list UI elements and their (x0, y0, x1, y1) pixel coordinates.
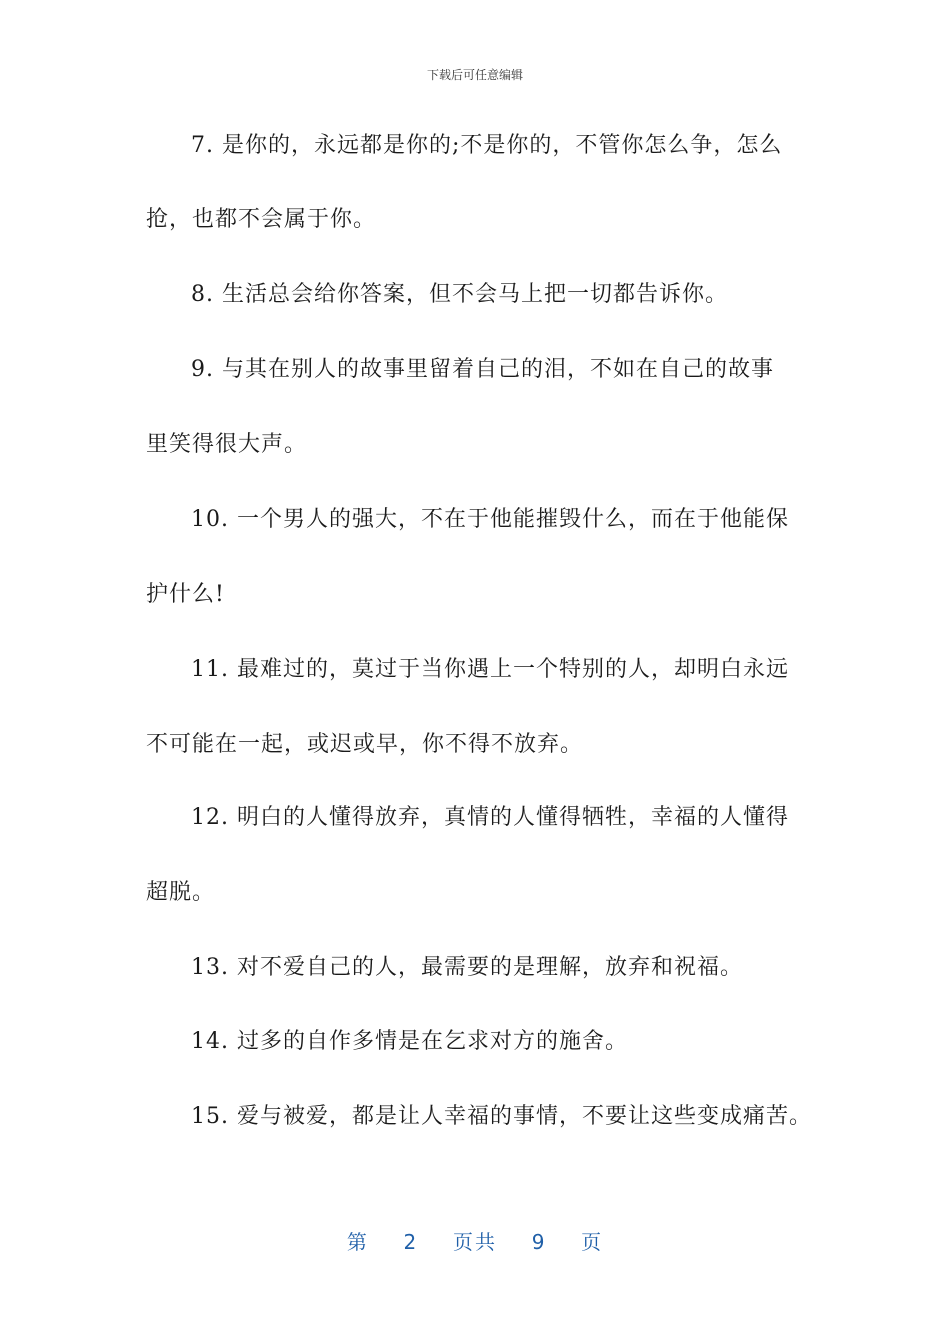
paragraph-line: 里笑得很大声。 (146, 432, 308, 457)
paragraph-line: 超脱。 (146, 880, 216, 905)
footer-ye: 页 (581, 1230, 604, 1254)
paragraph-line: 14. 过多的自作多情是在乞求对方的施舍。 (191, 1029, 628, 1054)
page-number-footer (0, 1226, 950, 1255)
paragraph-line: 13. 对不爱自己的人，最需要的是理解，放弃和祝福。 (191, 955, 743, 980)
header-note: 下载后可任意编辑 (426, 68, 523, 82)
footer-ye-gong: 页共 (453, 1230, 497, 1254)
paragraph-line: 8. 生活总会给你答案，但不会马上把一切都告诉你。 (191, 282, 728, 307)
footer-di: 第 (346, 1230, 369, 1254)
paragraph-line: 11. 最难过的，莫过于当你遇上一个特别的人，却明白永远 (191, 657, 789, 682)
paragraph-line: 护什么! (146, 582, 225, 607)
paragraph-line: 12. 明白的人懂得放弃，真情的人懂得牺牲，幸福的人懂得 (191, 805, 789, 830)
total-pages-number: 9 (531, 1230, 547, 1254)
paragraph-line: 7. 是你的，永远都是你的;不是你的，不管你怎么争，怎么 (191, 133, 783, 158)
current-page-number: 2 (403, 1230, 419, 1254)
paragraph-line: 不可能在一起，或迟或早，你不得不放弃。 (146, 732, 584, 757)
paragraph-line: 抢，也都不会属于你。 (146, 207, 377, 232)
paragraph-line: 10. 一个男人的强大，不在于他能摧毁什么，而在于他能保 (191, 507, 789, 532)
paragraph-line: 15. 爱与被爱，都是让人幸福的事情，不要让这些变成痛苦。 (191, 1104, 812, 1129)
paragraph-line: 9. 与其在别人的故事里留着自己的泪，不如在自己的故事 (191, 357, 774, 382)
